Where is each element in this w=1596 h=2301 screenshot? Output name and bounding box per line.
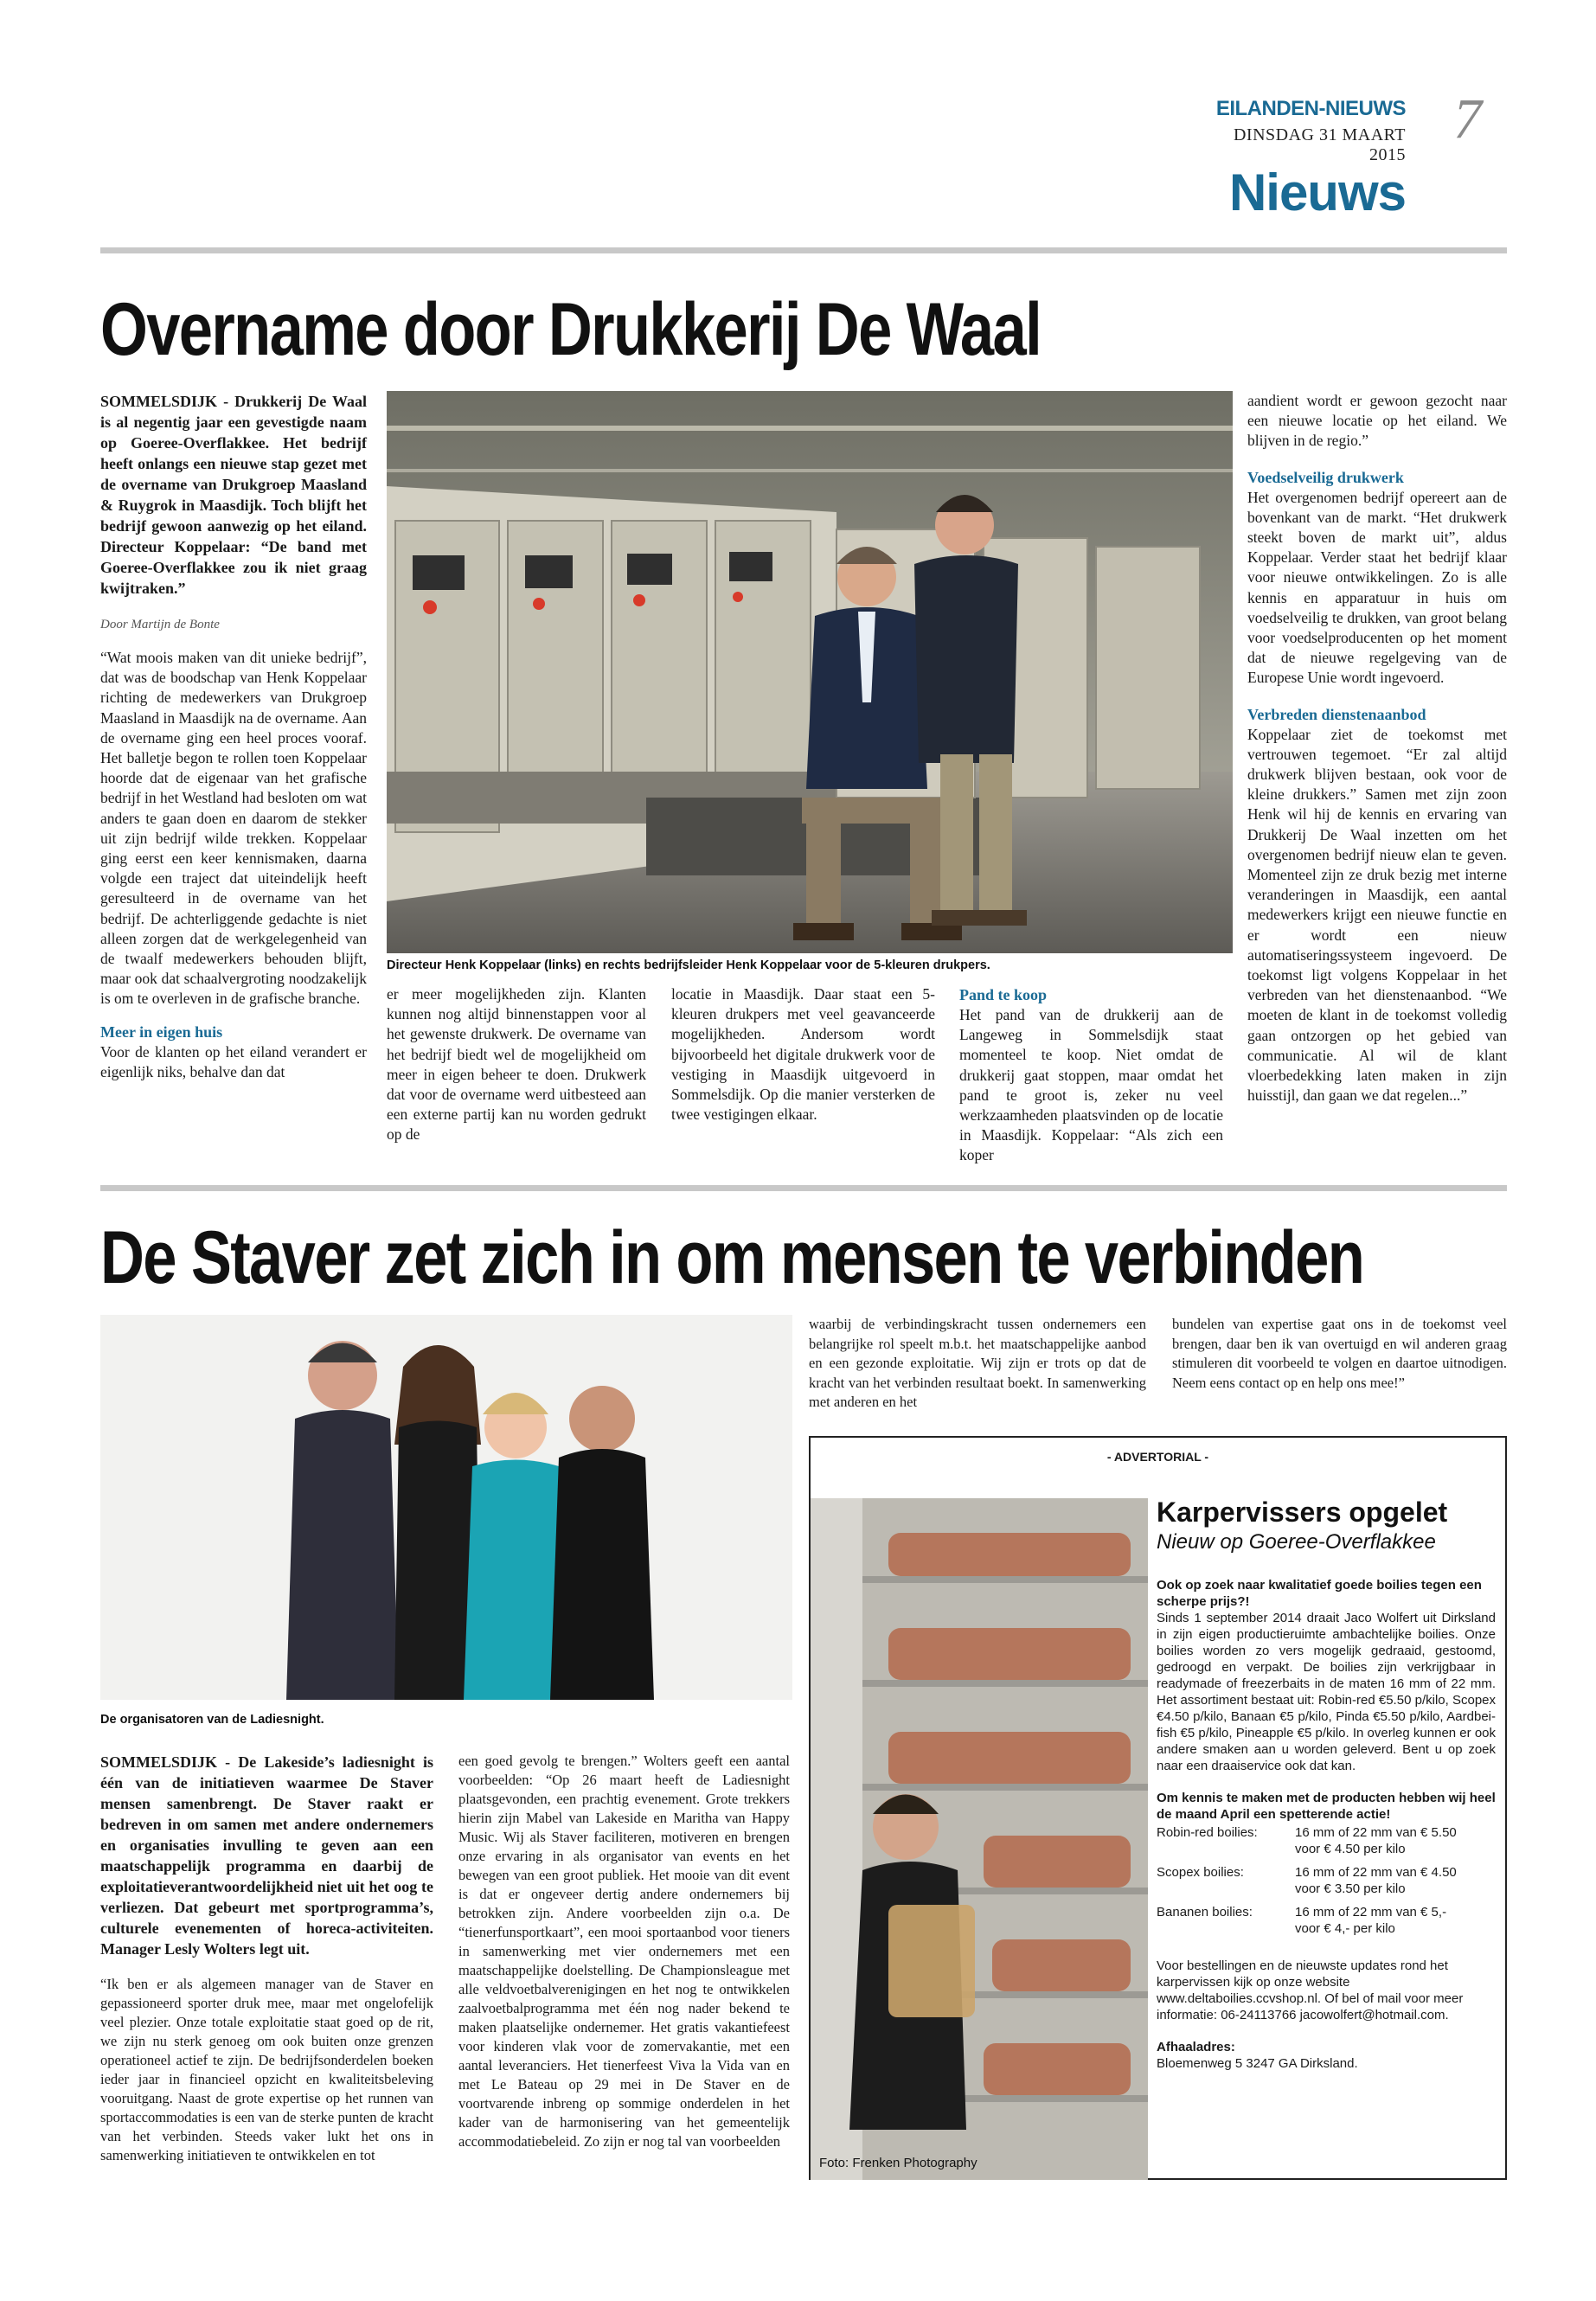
advertorial-intro-body: Sinds 1 september 2014 draait Jaco Wolfert uit Dirksland in zijn eigen productieruimte ambachtelijke boilies. Onze boilies worden zo vers mogelijk gedraaid, gestoomd, gedroogd en verpakt. De boilies zijn verkrijgbaar in readymade of freezerbaits in de maten 16 mm of 22 mm. Het assortiment bestaat uit: Robin-red €5.50 p/kilo, Scopex €4.50 p/kilo, Banaan €5 p/kilo, Pinda €5.50 p/kilo, Aardbei-fish €5 p/kilo, Pineapple €5 p/kilo. In overleg kunnen er ook andere smaken aan u worden geleverd. Bent u op zoek naar een draaiservice ook dat kan. (1157, 1611, 1496, 1773)
article2-col2: een goed gevolg te brengen.” Wolters geeft een aantal voorbeelden: “Op 26 maart heeft de Ladiesnight plaatsgevonden, een prachtig evenement. Grote trekkers hierin zijn Mabel van Lakeside en Maritha van Happy Music. Wij als Staver faciliteren, motiveren en brengen onze ervaring in als organisator van events en het bewegen van een groot publiek. Het mooie van dit event is dat er ongeveer dertig andere ondernemers bij betrokken zijn. Andere voorbeelden zijn o.a. De “tienerfunsportkaart”, een mooi sportaanbod voor tieners in samenwerking met vier ondernemers met een maatschappelijke doelstelling. De Championsleague met alle veldvoetbalverenigingen en het nog te ontwikkelen zaalvoetbalprogramma met één nog nader bekend te maken plaatselijke ondernemer. Het gratis vakantiefeest voor kinderen vlak voor de zomervakantie, met een aantal leveranciers. Het tienerfeest Viva la Vida van en met Le Bateau op 29 mei in De Staver en de voortvarende inbreng op sommige onderdelen in het kader van de harmonisering van het gemeentelijk accommodatiebeleid. Zo zijn er nog tal van voorbeelden (458, 1753, 790, 2150)
article1-subhead-meer: Meer in eigen huis (100, 1022, 223, 1041)
advertorial-text (1157, 1497, 1496, 2072)
advertorial-intro-bold: Ook op zoek naar kwalitatief goede boilies tegen een scherpe prijs?! (1157, 1578, 1482, 1609)
price-name: Robin-red boilies: (1157, 1825, 1258, 1840)
pickup-label: Afhaaladres: (1157, 2040, 1235, 2054)
ladiesnight-photo (100, 1315, 792, 1700)
article1-col2: er meer mogelijkheden zijn. Klanten kunnen nog altijd binnenstappen voor al het gewenste drukwerk. De overname van het bedrijf biedt wel de mogelijkheid om meer in eigen beheer te doen. Drukwerk dat voor de overname werd uitbesteed aan een externe partij kan nu worden gedrukt op de (387, 985, 646, 1144)
article1-col5-intro: aandient wordt er gewoon gezocht naar een nieuwe locatie op het eiland. We blijven in de regio.” (1247, 392, 1507, 450)
price-line1: 16 mm of 22 mm van € 5.50 (1295, 1825, 1457, 1840)
newspaper-brand: EILANDEN-NIEUWS (1215, 97, 1406, 120)
printing-press-illustration (387, 391, 1233, 953)
article2-lead: SOMMELSDIJK - De Lakeside’s ladiesnight is één van de initiatieven waarmee De Staver mensen samenbrengt. De Staver raakt er bedreven in om samen met andere ondernemers en organisaties invulling te geven aan een maatschappelijk programma en daarbij de exploitatieverantwoordelijkheid niet uit het oog te verliezen. Dat gebeurt met sportprogramma’s, culturele evenementen of horeca-activiteiten. Manager Lesly Wolters legt uit. (100, 1753, 433, 1958)
article1-col1-tail: Voor de klanten op het eiland verandert er eigenlijk niks, behalve dan dat (100, 1042, 367, 1080)
price-line1: 16 mm of 22 mm van € 5,- (1295, 1905, 1447, 1920)
article1-col4 (959, 984, 1223, 1166)
article1-col1 (100, 391, 367, 1082)
article2-top-col1: waarbij de verbindingskracht tussen ondernemers een belangrijke rol speelt m.b.t. het maatschappelijke aanbod en een gezonde exploitatie. Wij zijn er trots op dat de kracht van het verbinden resultaat boekt. In samenwerking met anderen en het (809, 1316, 1146, 1410)
article2-col1-body: “Ik ben er als algemeen manager van de Staver en gepassioneerd sporter druk mee, maar met ongelofelijk veel plezier. Onze totale exploitatie staat goed op de rit, we zijn nu sterk genoeg om ook buiten onze grenzen operationeel actief te zijn. De bedrijfsonderdelen boeken ieder jaar in financieel opzicht en kwaliteitsbeleving vooruitgang. Naast de grote expertise op het runnen van sportaccommodaties is een van de sterke punten de kracht van het verbinden. Steeds vaker lukt het ons in samenwerking initiatieven te ontwikkelen en tot (100, 1976, 433, 2163)
article1-byline: Door Martijn de Bonte (100, 618, 220, 631)
press-photo-caption: Directeur Henk Koppelaar (links) en rechts bedrijfsleider Henk Koppelaar voor de 5-kleuren drukpers. (387, 958, 990, 972)
article2-headline: De Staver zet zich in om mensen te verbinden (100, 1216, 1364, 1299)
price-name: Scopex boilies: (1157, 1865, 1244, 1880)
pickup-address: Bloemenweg 5 3247 GA Dirksland. (1157, 2056, 1358, 2071)
advertorial-tag: - ADVERTORIAL - (1106, 1450, 1209, 1464)
article1-col5-body1: Het overgenomen bedrijf opereert aan de bovenkant van de markt. “Het drukwerk steekt boven de markt uit”, aldus Koppelaar. Verder staat het bedrijf klaar voor nieuwe ontwikkelingen. Zo is alle kennis en apparatuur in huis om voedselveilig te drukken, van groot belang voor voedselproducenten op het moment dat de nieuwe regelgeving van de Europese Unie wordt ingevoerd. (1247, 488, 1507, 687)
price-line2: voor € 3.50 per kilo (1295, 1881, 1406, 1896)
article1-subhead-pand: Pand te koop (959, 986, 1048, 1003)
article2-top-col2: bundelen van expertise gaat ons in de toekomst veel brengen, daar ben ik van overtuigd en wil anderen graag stimuleren dit voorbeeld te volgen en daartoe uitnodigen. Neem eens contact op en help ons mee!” (1172, 1316, 1507, 1391)
mid-divider (100, 1185, 1507, 1191)
issue-date: DINSDAG 31 MAART 2015 (1233, 125, 1406, 164)
organisers-illustration (100, 1315, 792, 1700)
top-divider (100, 247, 1507, 253)
boilies-shelf-illustration (811, 1498, 1148, 2180)
article2-col1 (100, 1752, 433, 2165)
price-line2: voor € 4.50 per kilo (1295, 1842, 1406, 1856)
price-row (1157, 1904, 1457, 1944)
price-line1: 16 mm of 22 mm van € 4.50 (1295, 1865, 1457, 1880)
ladiesnight-caption: De organisatoren van de Ladiesnight. (100, 1713, 324, 1727)
article1-col4-body: Het pand van de drukkerij aan de Langeweg in Sommelsdijk staat momenteel te koop. Niet omdat de drukkerij gaat stoppen, maar omdat het pand te groot is, zeker nu veel werkzaamheden plaatsvinden op de locatie in Maasdijk. Koppelaar: “Als zich een koper (959, 1006, 1223, 1164)
photo-credit: Foto: Frenken Photography (819, 2156, 977, 2170)
price-table (1157, 1824, 1457, 1944)
page-number: 7 (1453, 87, 1482, 151)
boilies-photo (811, 1498, 1148, 2180)
article1-subhead-verbreden: Verbreden dienstenaanbod (1247, 705, 1426, 723)
advertorial-box (809, 1436, 1507, 2180)
article1-col3: locatie in Maasdijk. Daar staat een 5-kleuren drukpers met veel geavanceerde mogelijkheden. Andersom wordt bijvoorbeeld het digitale drukwerk voor de vestiging in Maasdijk uitgevoerd in Sommelsdijk. Op die manier versterken de twee vestigingen elkaar. (671, 985, 935, 1124)
price-line2: voor € 4,- per kilo (1295, 1921, 1395, 1936)
advertorial-contact: Voor bestellingen en de nieuwste updates rond het karpervissen kijk op onze website www.deltaboilies.ccvshop.nl. Of bel of mail voor meer informatie: 06-24113766 jacowolfert@hotmail.com. (1157, 1958, 1464, 2022)
article1-col5 (1247, 391, 1507, 1106)
article1-headline: Overname door Drukkerij De Waal (100, 288, 1042, 371)
article1-lead: SOMMELSDIJK - Drukkerij De Waal is al negentig jaar een gevestigde naam op Goeree-Overflakkee. Het bedrijf heeft onlangs een nieuwe stap gezet met de overname van Drukgroep Maasland & Ruygrok in Maasdijk. Toch blijft het bedrijf gewoon aanwezig op het eiland. Directeur Koppelaar: “De band met Goeree-Overflakkee zou ik niet graag kwijtraken.” (100, 393, 367, 597)
advertorial-subtitle: Nieuw op Goeree-Overflakkee (1157, 1530, 1436, 1554)
advertorial-title: Karpervissers opgelet (1157, 1497, 1448, 1528)
article1-subhead-voedsel: Voedselveilig drukwerk (1247, 468, 1404, 486)
advertorial-promo: Om kennis te maken met de producten hebben wij heel de maand April een spetterende actie! (1157, 1791, 1496, 1822)
price-row (1157, 1824, 1457, 1864)
press-photo (387, 391, 1233, 953)
price-row (1157, 1864, 1457, 1904)
article1-col1-body: “Wat moois maken van dit unieke bedrijf”, dat was de boodschap van Henk Koppelaar richting de medewerkers van Drukgroep Maasland in Maasdijk na de overname. Aan de overname ging een heel proces vooraf. Het balletje begon te rollen toen Koppelaar hoorde dat de eigenaar van het grafische bedrijf in het Westland had besloten om wat anders te gaan doen en daarom de stekker uit zijn bedrijf wilde trekken. Koppelaar ging eerst een keer kennismaken, daarna volgde een traject dat uiteindelijk heeft geresulteerd in de overname van het bedrijf. De achterliggende gedachte is niet alleen zorgen dat de werkgelegenheid van de twaalf medewerkers behouden blijft, maar ook dat schaalvergroting noodzakelijk is om te overleven in de grafische branche. (100, 649, 367, 1008)
price-name: Bananen boilies: (1157, 1905, 1253, 1920)
section-title: Nieuws (1228, 163, 1406, 221)
article1-col5-body2: Koppelaar ziet de toekomst met vertrouwen tegemoet. “Er zal altijd drukwerk blijven bestaan, ook voor de kleine drukkers.” Samen met zijn zoon Henk wil hij de kennis en ervaring van Drukkerij De Waal inzetten om het overgenomen bedrijf nieuw elan te geven. Momenteel zijn ze druk bezig met interne veranderingen in Maasdijk, een aantal medewerkers krijgt een nieuwe functie en er wordt een nieuw automatiseringssysteem ingevoerd. De toekomst ligt volgens Koppelaar in het verbreden van het dienstenaanbod. “We moeten de klant in de toekomst volledig gaan ontzorgen op het gebied van communicatie. Al wil de klant vloerbedekking laten maken in zijn huisstijl, dan gaan we dat regelen...” (1247, 725, 1507, 1105)
